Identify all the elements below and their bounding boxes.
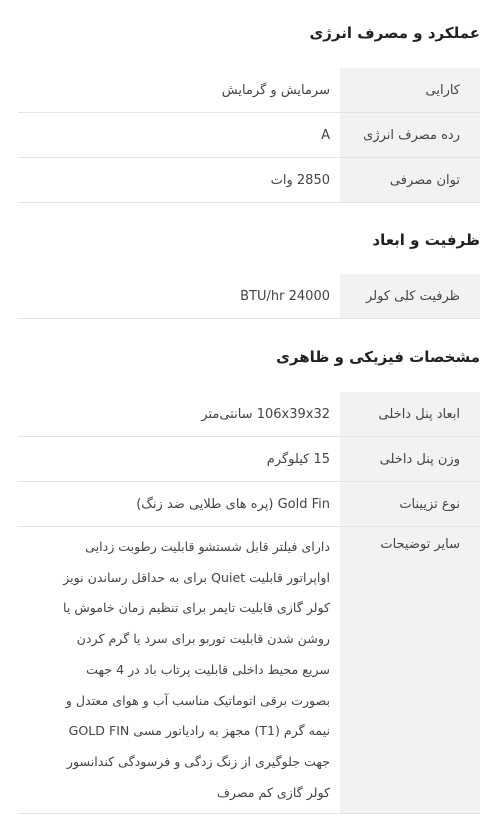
spec-label: کارایی: [340, 68, 480, 112]
performance-spec-table: [18, 68, 480, 203]
capacity-spec-table: [18, 274, 480, 319]
spec-value: سرمایش و گرمایش: [221, 82, 330, 98]
spec-row-decoration: [18, 482, 480, 527]
spec-label: رده مصرف انرژی: [340, 113, 480, 157]
spec-label: توان مصرفی: [340, 158, 480, 202]
spec-label: ابعاد پنل داخلی: [340, 392, 480, 436]
spec-value: [18, 274, 340, 318]
description-line: نیمه گرم (T1) مجهز به رادیاتور مسی GOLD FIN: [68, 723, 330, 739]
spec-row-dimensions: [18, 392, 480, 437]
spec-value: 106x39x32 سانتی‌متر: [201, 406, 330, 422]
description-line: اواپراتور قابلیت Quiet برای به حداقل رساندن نویز: [63, 569, 330, 585]
description-line: سریع محیط داخلی قابلیت پرتاب باد در 4 جهت: [86, 661, 330, 677]
spec-label: ظرفیت کلی کولر: [340, 274, 480, 318]
section-title-physical: مشخصات فیزیکی و ظاهری: [276, 348, 480, 366]
description-line: بصورت برقی اتوماتیک مناسب آب و هوای معتدل و: [65, 692, 330, 708]
spec-label: سایر توضیحات: [340, 527, 480, 813]
description-line: کولر گازی کم مصرف: [216, 784, 330, 800]
capacity-value: BTU/hr 24000: [240, 288, 330, 304]
section-title-capacity: ظرفیت و ابعاد: [372, 231, 480, 249]
spec-value: 15 کیلوگرم: [266, 451, 330, 467]
spec-value: 2850 وات: [270, 172, 330, 188]
spec-value: [18, 527, 340, 813]
spec-row-energy-class: [18, 113, 480, 158]
spec-label: نوع تزیینات: [340, 482, 480, 526]
physical-spec-table: [18, 392, 480, 814]
spec-row-description: [18, 527, 480, 814]
spec-row-power: [18, 158, 480, 203]
spec-row-capacity: [18, 274, 480, 319]
description-line: روشن شدن قابلیت توربو برای سرد یا گرم کردن: [76, 631, 330, 647]
spec-value: Gold Fin (پره های طلایی ضد زنگ): [136, 496, 330, 512]
spec-row-weight: [18, 437, 480, 482]
description-text: [63, 532, 330, 808]
description-line: دارای فیلتر قابل شستشو قابلیت رطوبت زدایی: [85, 539, 330, 554]
spec-value: A: [321, 127, 330, 143]
spec-label: وزن پنل داخلی: [340, 437, 480, 481]
description-line: جهت جلوگیری از زنگ زدگی و فرسودگی کندانسور: [66, 753, 330, 769]
spec-row-efficiency: [18, 68, 480, 113]
section-title-performance: عملکرد و مصرف انرژی: [309, 24, 480, 42]
description-line: کولر گازی قابلیت تایمر برای تنظیم زمان خاموش یا: [63, 600, 330, 616]
